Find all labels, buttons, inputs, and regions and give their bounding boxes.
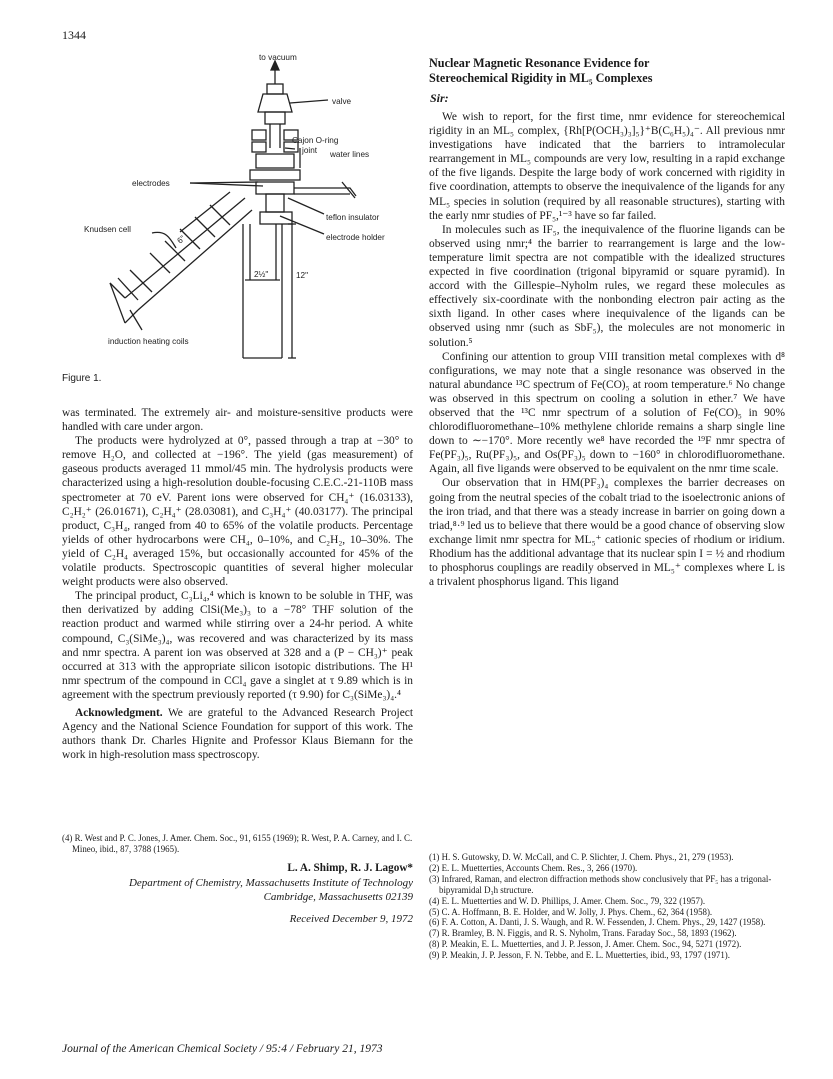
footnote-3: (3) Infrared, Raman, and electron diffraction methods show conclusively that PF₅ has a trigonal-bipyramidal D₃h structure. [429,873,772,895]
footnote-8: (8) P. Meakin, E. L. Muetterties, and J. P. Jesson, J. Amer. Chem. Soc., 94, 5271 (1972). [429,939,742,950]
label-dim-6: 6" [175,233,188,246]
right-paragraph-1: We wish to report, for the first time, nmr evidence for stereochemical rigidity in an ML₅ complex, {Rh[P(OCH₃)₃]₅}⁺B(C₆H₅)₄⁻. All previous nmr investigations have indicated that the barriers to intramolecular rearrangement in ML₅ compounds are very low, resulting in a rapid exchange of the five ligands. Despite the large body of work concerned with rigidity in five coordination, attempts to observe the inequivalence of the ligands for any ML₅ species in solution (required by all reasonable structures), starting with the early nmr studies of PF₅,¹⁻³ have so far failed. [429,111,785,222]
left-paragraph-2: The products were hydrolyzed at 0°, passed through a trap at −30° to remove H₂O, and collected at −196°. The yield (gas measurement) of gaseous products averaged 11 mmol/45 min. The hydrolysis products were characterized using a high-resolution double-focusing C.E.C.-21-110B mass spectrometer at 70 eV. Parent ions were observed for CH₄⁺ (16.03133), C₂H₂⁺ (26.01671), C₂H₄⁺ (28.03081), and C₃H₄⁺ (40.03177). The principal product, C₃H₄, ranged from 40 to 65% of the volatile products. Percentage yields of other hydrocarbons were CH₄, 0–10%, and C₂H₂, 10–30%. The yield of C₂H₄ averaged 15%, but occasionally accounted for 45% of the volatile products. Spectroscopic quantities of several higher molecular weight products were also observed. [62,435,413,589]
left-footnotes [62,833,413,855]
label-to-vacuum: to vacuum [259,53,297,62]
article-title-line-2: Stereochemical Rigidity in ML₅ Complexes [429,71,653,85]
label-dim-12: 12" [296,271,309,280]
label-knudsen-cell: Knudsen cell [84,225,131,234]
article-title [429,56,785,86]
right-column-text [429,110,785,589]
label-water-lines: water lines [330,150,370,159]
salutation: Sir: [430,91,449,105]
footnote-4-left: (4) R. West and P. C. Jones, J. Amer. Chem. Soc., 91, 6155 (1969); R. West, P. A. Carney, and I. C. Mineo, ibid., 87, 3788 (1965). [62,833,413,854]
right-paragraph-3: Confining our attention to group VIII transition metal complexes with d⁸ configurations, we may note that a single resonance was observed in the natural abundance ¹³C spectrum of Fe(CO)₅ at room temperature.⁶ No change was observed in this spectrum on cooling a solution in ether.⁷ We have observed that the ¹³C nmr spectrum of a solution of Fe(CO)₅ in 90% chlorodifluoromethane–10% methylene chloride remains a sharp single line down to ∼−170°. More recently we⁸ have recorded the ¹⁹F nmr spectra of Fe(PF₃)₅, Ru(PF₃)₅, and Os(PF₃)₅ down to −160° in chlorodifluoromethane. Again, all five ligands were observed to be equivalent on the nmr time scale. [429,350,785,476]
journal-footer: Journal of the American Chemical Society / 95:4 / February 21, 1973 [62,1043,383,1055]
label-electrodes: electrodes [132,179,170,188]
footnote-2: (2) E. L. Muetterties, Accounts Chem. Res., 3, 266 (1970). [429,862,638,873]
footnote-4: (4) E. L. Muetterties and W. D. Phillips, J. Amer. Chem. Soc., 79, 322 (1957). [429,895,706,906]
acknowledgment-text: We are grateful to the Advanced Research Project Agency and the National Science Foundation for support of this work. The authors thank Dr. Charles Hignite and Professor Klaus Biemann for the work in high-resolution mass spectroscopy. [62,706,413,762]
left-paragraph-3: The principal product, C₃Li₄,⁴ which is known to be soluble in THF, was then derivatized by adding ClSi(Me₃)₃ to a −78° THF solution of the reaction product and warmed while stirring over a 24-hr period. A white compound, C₃(SiMe₃)₄, was recovered and was characterized by its mass and nmr spectra. A parent ion was observed at 328 and a (P − CH₃)⁺ peak occurred at 313 with the appropriate silicon isotopic distributions. The H¹ nmr spectrum of the compound in CCl₄ gave a singlet at τ 9.89 which is in agreement with the spectrum previously reported (τ 9.90) for C₃(SiMe₃)₄.⁴ [62,590,413,701]
label-electrode-holder: electrode holder [326,233,385,242]
article-title-line-1: Nuclear Magnetic Resonance Evidence for [429,56,650,70]
label-induction-coils: induction heating coils [108,337,189,346]
footnote-7: (7) R. Bramley, B. N. Figgis, and R. S. Nyholm, Trans. Faraday Soc., 58, 1893 (1962). [429,928,737,939]
label-cajon-2: joint [302,146,318,155]
label-valve: valve [332,97,352,106]
authors: L. A. Shimp, R. J. Lagow* [287,862,413,874]
label-teflon: teflon insulator [326,213,380,222]
page-number: 1344 [62,28,86,42]
figure-caption: Figure 1. [62,373,102,384]
right-paragraph-4: Our observation that in HM(PF₃)₄ complexes the barrier decreases on going from the neutral species of the cobalt triad to the isoelectronic anions of the iron triad, and that there was a steady increase in barrier on going down a triad,⁸·⁹ led us to believe that there would be a good chance of observing slow exchange limit nmr spectra for ML₅⁺ cationic species of rhodium or iridium. Rhodium has the additional advantage that its nuclear spin I = ½ and rhodium to phosphorus couplings are readily observed in ML₅⁺ complexes where L is a trivalent phosphorus ligand. This ligand [429,477,785,589]
left-paragraph-1: was terminated. The extremely air- and moisture-sensitive products were handled with care under argon. [62,407,413,434]
label-dim-2half: 2½" [254,270,269,279]
left-column-text [62,406,413,762]
footnote-9: (9) P. Meakin, J. P. Jesson, F. N. Tebbe, and E. L. Muetterties, ibid., 93, 1797 (1971). [429,950,730,961]
footnote-5: (5) C. A. Hoffmann, B. E. Holder, and W. Jolly, J. Phys. Chem., 62, 364 (1958). [429,906,713,917]
affiliation-line-2: Cambridge, Massachusetts 02139 [263,891,413,903]
footnote-1: (1) H. S. Gutowsky, D. W. McCall, and C. P. Slichter, J. Chem. Phys., 21, 279 (1953). [429,852,734,862]
label-cajon-1: Cajon O-ring [292,136,339,145]
affiliation-line-1: Department of Chemistry, Massachusetts Institute of Technology [128,877,413,889]
received-date: Received December 9, 1972 [289,913,413,925]
acknowledgment-heading: Acknowledgment. [75,706,163,719]
right-footnotes [429,852,785,961]
apparatus-figure [80,48,410,370]
footnote-6: (6) F. A. Cotton, A. Danti, J. S. Waugh, and R. W. Fessenden, J. Chem. Phys., 29, 1427 (1958). [429,917,766,928]
right-paragraph-2: In molecules such as IF₅, the inequivalence of the fluorine ligands can be observed using nmr;⁴ the barrier to rearrangement is large and the low-temperature limit spectra are not compatible with the idealized structures expected in five coordination (trigonal bipyramid or square pyramid). In accord with the Gillespie–Nyholm rules, we regard these molecules as effectively six-coordinate with the nonbonding electron pair acting as the sixth ligand. In other cases where inequivalence of the ligands can be observed using nmr (such as SbF₅), the molecules are not monomeric in solution.⁵ [429,223,785,349]
